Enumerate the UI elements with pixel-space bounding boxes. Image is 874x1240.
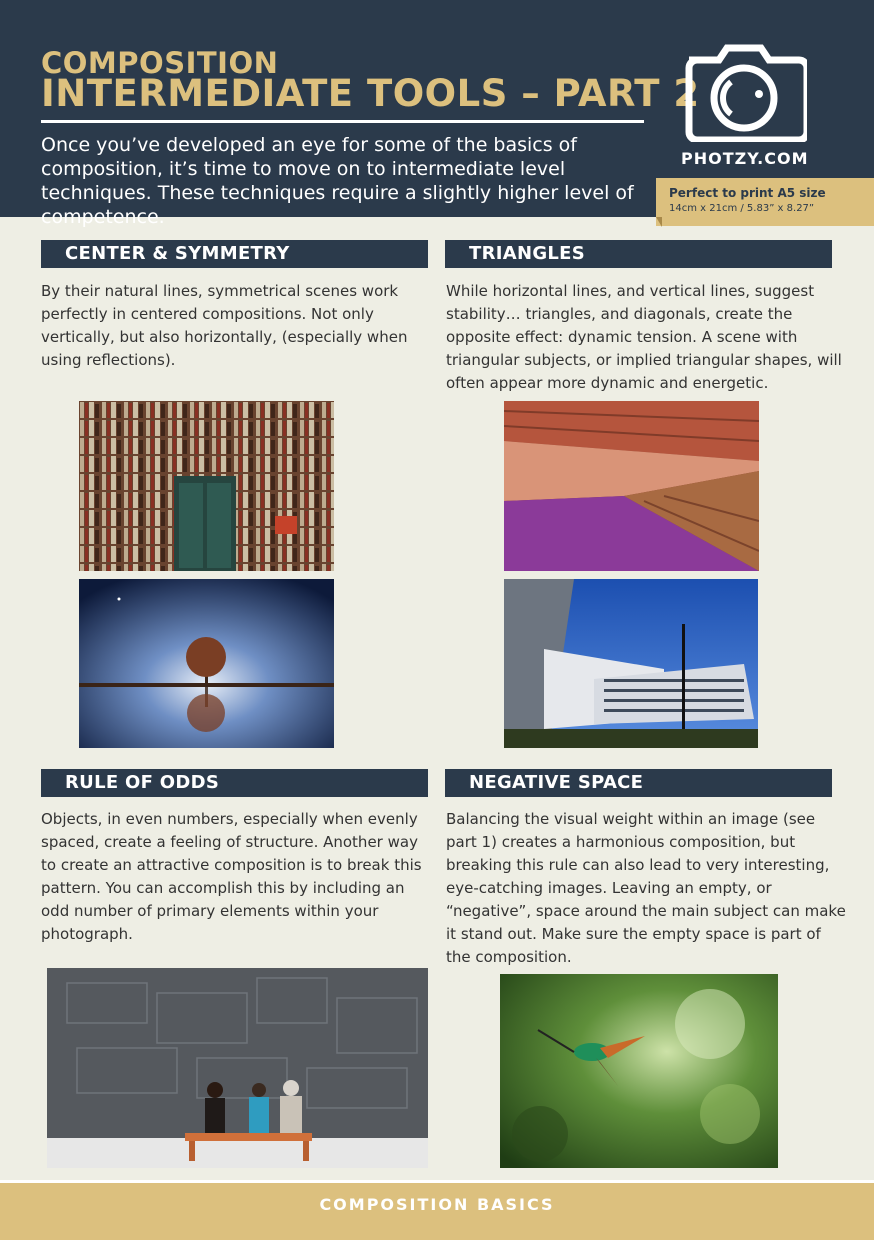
photo-book-wall-door [79,401,334,571]
section-heading-center-symmetry: CENTER & SYMMETRY [41,240,428,268]
brand-name: PHOTZY.COM [681,149,809,168]
intro-text: Once you’ve developed an eye for some of the basics of composition, it’s time to move on to intermediate level techniques. These techniques require a slightly higher level of competence. [41,134,634,228]
title-divider [41,120,644,123]
photo-angled-building [504,579,758,748]
section-heading-triangles: TRIANGLES [445,240,832,268]
section-text-triangles: While horizontal lines, and vertical lines, suggest stability… triangles, and diagonals, create the opposite effect: dynamic tension. A scene with triangular subjects, or implied triangular shapes, will often appear more dynamic and energetic. [446,282,842,392]
camera-icon [681,42,807,142]
photo-tree-reflection [79,579,334,748]
photo-hummingbird [500,974,778,1168]
section-text-center-symmetry: By their natural lines, symmetrical scenes work perfectly in centered compositions. Not only vertically, but also horizontally, (especially when using reflections). [41,282,408,369]
section-heading-negative-space: NEGATIVE SPACE [445,769,832,797]
print-size-title: Perfect to print A5 size [669,186,826,200]
footer-label: COMPOSITION BASICS [319,1195,555,1214]
section-heading-rule-of-odds: RULE OF ODDS [41,769,428,797]
section-text-rule-of-odds: Objects, in even numbers, especially when evenly spaced, create a feeling of structure. Another way to create an attractive composition is to break this pattern. You can accomplish this by including an odd number of primary elements within your photograph. [41,810,422,943]
section-text-negative-space: Balancing the visual weight within an image (see part 1) creates a harmonious composition, but breaking this rule can also lead to very interesting, eye-catching images. Leaving an empty, or “negative”, space around the main subject can make it stand out. Make sure the empty space is part of the composition. [446,810,846,966]
header-kicker: COMPOSITION [41,46,279,80]
print-size-dimensions: 14cm x 21cm / 5.83” x 8.27” [669,203,815,214]
page-title: INTERMEDIATE TOOLS – PART 2 [41,72,700,115]
photo-triangular-roof [504,401,759,571]
badge-fold [656,217,662,227]
photo-three-people-bench [47,968,428,1168]
